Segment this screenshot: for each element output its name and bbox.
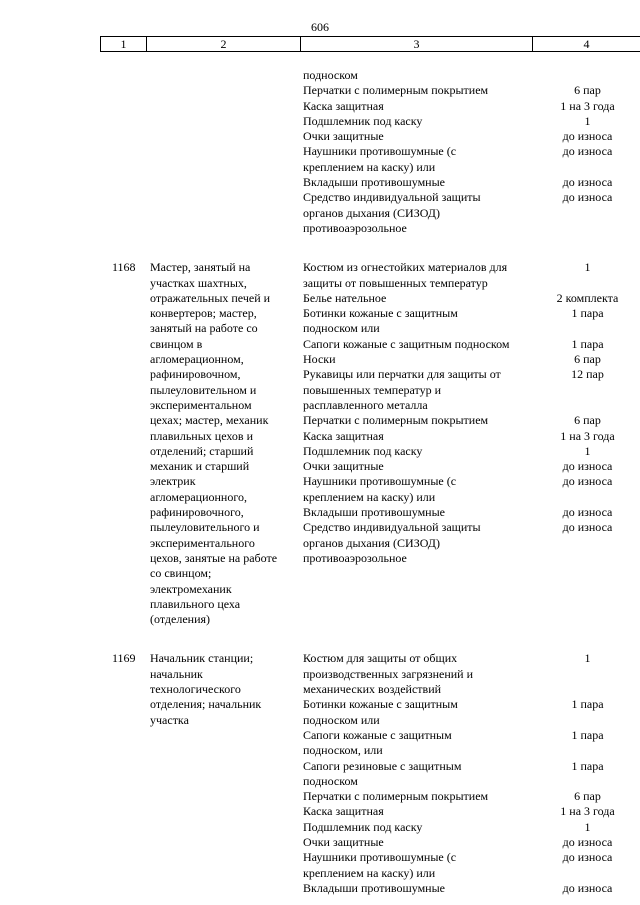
profession-line: экспериментального [150,535,255,550]
item-name-line: Вкладыши противошумные [303,175,445,190]
item-name-line: Перчатки с полимерным покрытием [303,413,489,428]
list-item [0,413,640,428]
item-name-line: Очки защитные [303,459,384,474]
item-name [303,474,535,505]
item-name [303,413,535,428]
item-name [303,260,535,291]
item-name [303,175,535,190]
item-name-line: Белье нательное [303,290,387,305]
item-name-line: подноском или [303,321,380,336]
list-item [0,804,640,819]
column-header-4: 4 [533,37,640,52]
item-name [303,367,535,413]
item-name-line: подноском [303,773,358,788]
list-item [0,881,640,896]
item-name [303,291,535,306]
list-item [0,850,640,881]
profession-line: отделений; старший [150,443,254,458]
item-name-line: Ботинки кожаные с защитным [303,697,458,712]
list-item [0,820,640,835]
item-quantity: 1 [584,113,591,128]
list-item [0,352,640,367]
row-number: 1169 [112,651,136,666]
item-name-line: Перчатки с полимерным покрытием [303,83,489,98]
item-quantity: 1 на 3 года [560,804,615,819]
item-name [303,505,535,520]
item-name [303,728,535,759]
item-quantity: 1 [584,651,591,666]
item-name-line: Сапоги резиновые с защитным [303,758,462,773]
table-row [0,260,640,627]
profession-line: рафинировочного, [150,505,244,520]
profession-line: пылеуловительном и [150,382,257,397]
item-quantity: 1 пара [571,306,604,321]
profession-line: со свинцом; [150,566,212,581]
item-name-line: Вкладыши противошумные [303,880,445,895]
item-name [303,352,535,367]
profession-name [150,260,290,627]
item-quantity: 1 пара [571,336,604,351]
item-name-line: механических воздействий [303,682,442,697]
profession-line: Начальник станции; [150,651,254,666]
item-name [303,429,535,444]
item-name [303,114,535,129]
table-row [0,68,640,236]
item-name-line: Средство индивидуальной защиты [303,520,481,535]
list-item [0,83,640,98]
item-name [303,820,535,835]
list-item [0,68,640,83]
item-name-line: Каска защитная [303,804,384,819]
item-name-line: Очки защитные [303,129,384,144]
row-number: 1168 [112,260,136,275]
list-item [0,789,640,804]
profession-line: технологического [150,682,241,697]
profession-line: отражательных печей и [150,290,271,305]
table-row [0,651,640,896]
item-name [303,520,535,566]
list-item [0,728,640,759]
item-name [303,83,535,98]
item-quantity: до износа [562,474,613,489]
profession-line: Мастер, занятый на [150,260,251,275]
profession-line: пылеуловительного и [150,520,260,535]
profession-line: механик и старший [150,459,250,474]
list-item [0,367,640,413]
list-item [0,697,640,728]
item-quantity: 1 пара [571,758,604,773]
item-name [303,835,535,850]
item-name-line: Носки [303,352,336,367]
item-quantity: 1 пара [571,727,604,742]
list-item [0,190,640,236]
list-item [0,337,640,352]
item-name-line: Перчатки с полимерным покрытием [303,789,489,804]
item-name-line: защиты от повышенных температур [303,275,488,290]
list-item [0,175,640,190]
profession-line: конвертеров; мастер, [150,306,257,321]
list-item [0,429,640,444]
item-name-line: Ботинки кожаные с защитным [303,306,458,321]
item-name [303,789,535,804]
list-item [0,520,640,566]
list-item [0,759,640,790]
item-quantity: 1 пара [571,697,604,712]
profession-line: (отделения) [150,612,211,627]
list-item [0,444,640,459]
item-quantity: до износа [562,190,613,205]
list-item [0,651,640,697]
profession-line: агломерационном, [150,352,244,367]
profession-line: отделения; начальник [150,697,262,712]
item-quantity: 12 пар [571,367,604,382]
item-name-line: Наушники противошумные (с [303,144,457,159]
item-name-line: Сапоги кожаные с защитным подноском [303,336,510,351]
item-name [303,881,535,896]
item-quantity: до износа [562,835,613,850]
item-name-line: Костюм из огнестойких материалов для [303,260,508,275]
item-quantity: 6 пар [574,352,601,367]
list-item [0,505,640,520]
item-name-line: креплением на каску) или [303,159,436,174]
item-name-line: Каска защитная [303,98,384,113]
column-header-3: 3 [301,37,533,52]
list-item [0,260,640,291]
item-name [303,459,535,474]
item-name [303,804,535,819]
item-quantity: 1 на 3 года [560,428,615,443]
page-number: 606 [311,20,329,34]
item-name-line: подноском или [303,712,380,727]
item-name [303,759,535,790]
item-name-line: производственных загрязнений и [303,666,474,681]
profession-line: агломерационного, [150,489,247,504]
list-item [0,474,640,505]
item-name-line: подноском [303,68,358,82]
item-quantity: до износа [562,850,613,865]
item-name [303,190,535,236]
item-quantity: 1 [584,443,591,458]
item-name-line: органов дыхания (СИЗОД) [303,205,440,220]
item-name [303,850,535,881]
item-name-line: повышенных температур и [303,382,442,397]
profession-line: начальник [150,666,203,681]
item-name [303,697,535,728]
item-name-line: подноском, или [303,743,383,758]
list-item [0,144,640,175]
item-name [303,144,535,175]
item-quantity: до износа [562,144,613,159]
item-quantity: до износа [562,459,613,474]
item-name [303,68,535,83]
item-name-line: органов дыхания (СИЗОД) [303,535,440,550]
profession-line: рафинировочном, [150,367,241,382]
item-quantity: до износа [562,505,613,520]
item-quantity: до износа [562,175,613,190]
column-header-1: 1 [101,37,147,52]
list-item [0,129,640,144]
list-item [0,114,640,129]
profession-line: цехов, занятые на работе [150,550,278,565]
item-name-line: Рукавицы или перчатки для защиты от [303,367,501,382]
item-name-line: Очки защитные [303,835,384,850]
profession-line: электромеханик [150,581,232,596]
items-list [0,68,640,236]
item-name-line: Костюм для защиты от общих [303,651,458,666]
item-name-line: Подшлемник под каску [303,113,423,128]
profession-line: участка [150,712,189,727]
item-name-line: Наушники противошумные (с [303,474,457,489]
profession-line: плавильного цеха [150,596,241,611]
item-quantity: до износа [562,520,613,535]
profession-name [150,651,290,727]
item-quantity: 1 на 3 года [560,98,615,113]
column-header-table [100,36,640,52]
item-name-line: Средство индивидуальной защиты [303,190,481,205]
item-quantity: 6 пар [574,789,601,804]
item-quantity: до износа [562,129,613,144]
list-item [0,306,640,337]
item-quantity: 2 комплекта [556,290,619,305]
profession-line: участках шахтных, [150,275,247,290]
item-name-line: расплавленного металла [303,397,428,412]
item-quantity: 6 пар [574,413,601,428]
item-quantity: 6 пар [574,83,601,98]
item-quantity [545,68,630,83]
item-name-line: креплением на каску) или [303,865,436,880]
item-name-line: противоаэрозольное [303,550,407,565]
list-item [0,291,640,306]
profession-line: свинцом в [150,336,203,351]
items-list [0,651,640,896]
item-name-line: Сапоги кожаные с защитным [303,727,452,742]
item-name [303,337,535,352]
list-item [0,835,640,850]
item-quantity: до износа [562,880,613,895]
profession-line: занятый на работе со [150,321,258,336]
list-item [0,99,640,114]
profession-line: электрик [150,474,196,489]
item-name-line: креплением на каску) или [303,489,436,504]
table-body [0,68,640,896]
item-name-line: Подшлемник под каску [303,443,423,458]
item-name [303,306,535,337]
list-item [0,459,640,474]
item-name [303,129,535,144]
item-quantity: 1 [584,819,591,834]
item-name [303,651,535,697]
item-name-line: Подшлемник под каску [303,819,423,834]
item-name [303,99,535,114]
profession-line: цехах; мастер, механик [150,413,269,428]
items-list [0,260,640,566]
item-name [303,444,535,459]
item-name-line: Вкладыши противошумные [303,505,445,520]
item-name-line: Наушники противошумные (с [303,850,457,865]
profession-line: плавильных цехов и [150,428,253,443]
item-quantity: 1 [584,260,591,275]
column-header-2: 2 [147,37,301,52]
item-name-line: Каска защитная [303,428,384,443]
profession-line: экспериментальном [150,397,252,412]
item-name-line: противоаэрозольное [303,220,407,235]
